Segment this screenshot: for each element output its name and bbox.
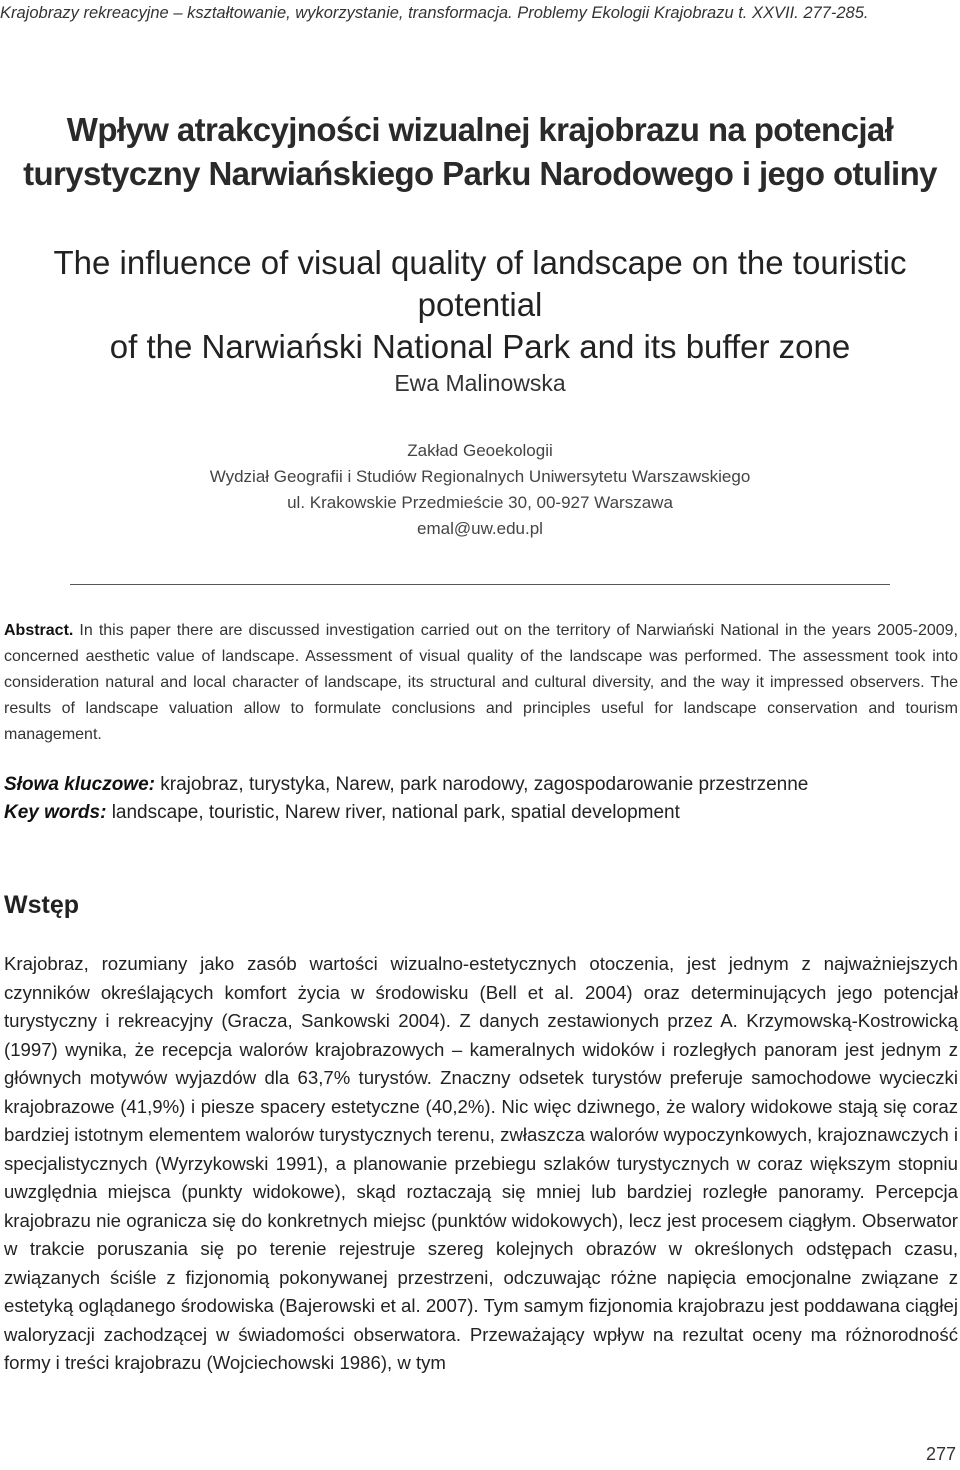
author-name: Ewa Malinowska <box>394 370 566 396</box>
affiliation-department: Zakład Geoekologii <box>407 441 553 460</box>
keywords-polish <box>4 774 958 796</box>
title-english-line-2: of the Narwiański National Park and its buffer zone <box>109 328 851 365</box>
affiliation-faculty: Wydział Geografii i Studiów Regionalnych Uniwersytetu Warszawskiego <box>209 467 751 486</box>
affiliation-email: emal@uw.edu.pl <box>417 519 543 538</box>
title-polish-line-2: turystyczny Narwiańskiego Parku Narodowego i jego otuliny <box>23 155 937 192</box>
keywords-polish-text: krajobraz, turystyka, Narew, park narodowy, zagospodarowanie przestrzenne <box>154 774 809 795</box>
section-heading: Wstęp <box>4 891 79 919</box>
keywords-polish-label: Słowa kluczowe: <box>4 774 155 795</box>
keywords-english-label: Key words: <box>4 802 107 823</box>
running-head: Krajobrazy rekreacyjne – kształtowanie, wykorzystanie, transformacja. Problemy Ekologii Krajobrazu t. XXVII. 277-285. <box>0 4 869 22</box>
affiliation <box>0 438 960 542</box>
keywords-english <box>4 802 958 824</box>
title-english-line-1: The influence of visual quality of landscape on the touristic potential <box>53 244 907 323</box>
keywords-english-text: landscape, touristic, Narew river, national park, spatial development <box>106 802 680 823</box>
intro-paragraph: Krajobraz, rozumiany jako zasób wartości wizualno-estetycznych otoczenia, jest jednym z najważniejszych czynników określających komfort życia w środowisku (Bell et al. 2004) oraz determinujących jego potencjał turystyczny i rekreacyjny (Gracza, Sankowski 2004). Z danych zestawionych przez A. Krzymowską-Kostrowicką (1997) wynika, że recepcja walorów krajobrazowych – kameralnych widoków i rozległych panoram jest jednym z głównych motywów wyjazdów dla 63,7% turystów. Znaczny odsetek turystów preferuje samochodowe wycieczki krajobrazowe (41,9%) i piesze spacery estetyczne (40,2%). Nic więc dziwnego, że walory widokowe stają się coraz bardziej istotnym elementem walorów turystycznych terenu, zwłaszcza walorów wypoczynkowych, krajoznawczych i specjalistycznych (Wyrzykowski 1991), a planowanie przebiegu szlaków turystycznych w coraz większym stopniu uwzględnia miejsca (punkty widokowe), skąd roztaczają się mniej lub bardziej rozległe panoramy. Percepcja krajobrazu nie ogranicza się do konkretnych miejsc (punktów widokowych), lecz jest procesem ciągłym. Obserwator w trakcie poruszania się po terenie rejestruje szereg kolejnych obrazów w określonych odstępach czasu, związanych ściśle z fizjonomią pokonywanej przestrzeni, odczuwając różne napięcia emocjonalne związane z estetyką oglądanego środowiska (Bajerowski et al. 2007). Tym samym fizjonomia krajobrazu jest poddawana ciągłej waloryzacji zachodzącej w świadomości obserwatora. Przeważający wpływ na rezultat oceny ma różnorodność formy i treści krajobrazu (Wojciechowski 1986), w tym <box>4 953 958 1373</box>
abstract-text: In this paper there are discussed investigation carried out on the territory of Narwiański National in the years 2005-2009, concerned aesthetic value of landscape. Assessment of visual quality of the landscape was performed. The assessment took into consideration natural and local character of landscape, its structural and cultural diversity, and the way it impressed observers. The results of landscape valuation allow to formulate conclusions and principles useful for landscape conservation and tourism management. <box>4 622 958 743</box>
title-english <box>0 242 960 368</box>
title-polish <box>0 108 960 196</box>
separator-rule <box>70 584 890 585</box>
affiliation-address: ul. Krakowskie Przedmieście 30, 00-927 Warszawa <box>287 493 673 512</box>
page-number: 277 <box>925 1444 956 1464</box>
abstract-label: Abstract. <box>4 622 74 639</box>
title-polish-line-1: Wpływ atrakcyjności wizualnej krajobrazu na potencjał <box>66 111 894 148</box>
abstract-paragraph <box>4 618 958 748</box>
